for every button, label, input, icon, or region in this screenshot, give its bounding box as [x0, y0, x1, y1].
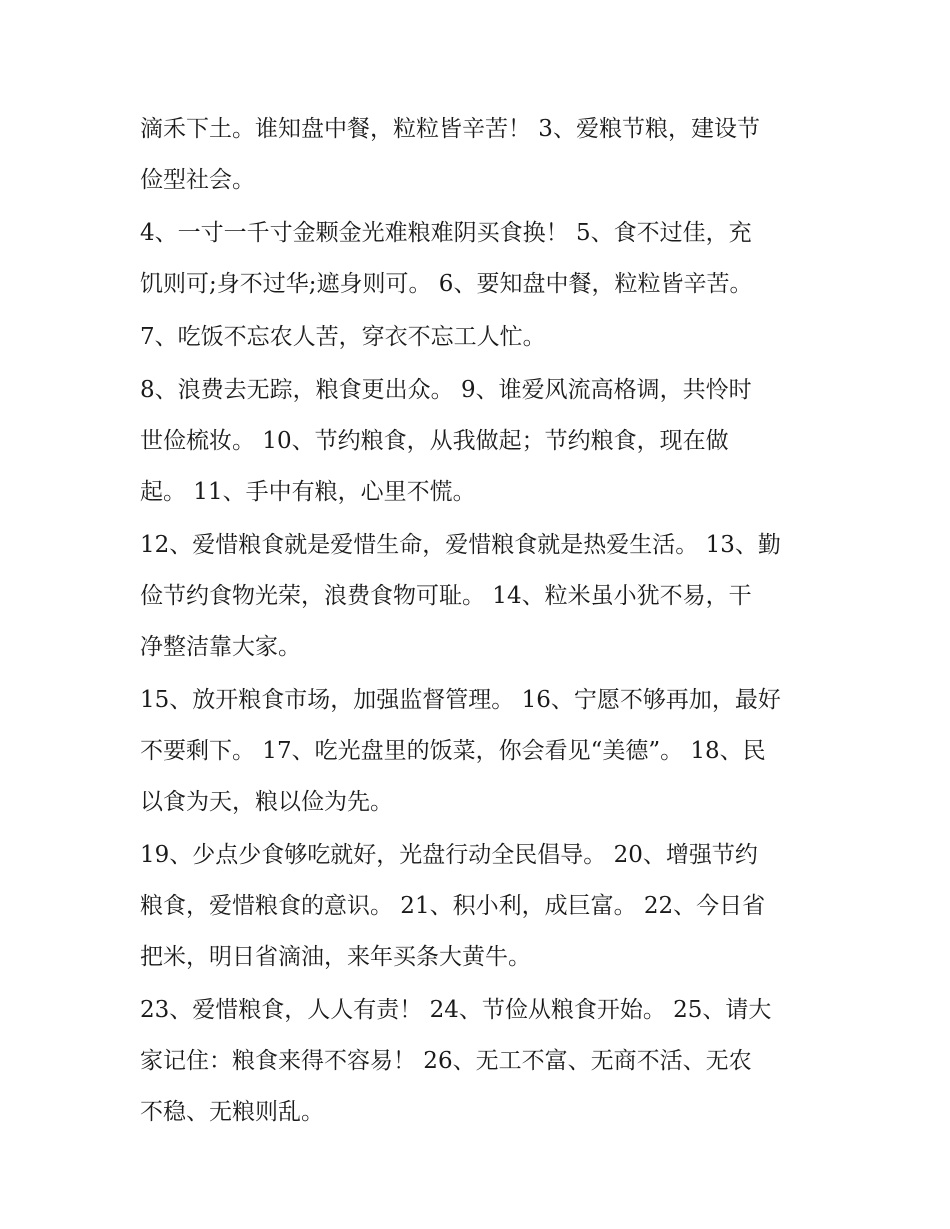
- paragraph-1: [140, 104, 820, 206]
- paragraph-2: [140, 208, 820, 310]
- text-line: 23、爱惜粮食，人人有责！ 24、节俭从粮食开始。 25、请大: [140, 997, 772, 1023]
- text-line: 俭型社会。: [140, 167, 255, 193]
- text-line: 15、放开粮食市场，加强监督管理。 16、宁愿不够再加，最好: [140, 687, 781, 713]
- paragraph-3: [140, 312, 820, 363]
- paragraph-5: [140, 520, 820, 673]
- text-line: 不稳、无粮则乱。: [140, 1099, 324, 1125]
- text-line: 俭节约食物光荣，浪费食物可耻。 14、粒米虽小犹不易，干: [140, 583, 752, 609]
- text-line: 以食为天，粮以俭为先。: [140, 789, 393, 815]
- paragraph-7: [140, 830, 820, 983]
- paragraph-8: [140, 985, 820, 1138]
- paragraph-4: [140, 365, 820, 518]
- text-line: 不要剩下。 17、吃光盘里的饭菜，你会看见“美德”。 18、民: [140, 738, 766, 764]
- text-line: 4、一寸一千寸金颗金光难粮难阴买食换！ 5、食不过佳，充: [140, 220, 752, 246]
- text-line: 滴禾下土。谁知盘中餐，粒粒皆辛苦！ 3、爱粮节粮，建设节: [140, 116, 760, 142]
- text-line: 19、少点少食够吃就好，光盘行动全民倡导。 20、增强节约: [140, 842, 758, 868]
- text-line: 净整洁靠大家。: [140, 634, 301, 660]
- text-line: 12、爱惜粮食就是爱惜生命，爱惜粮食就是热爱生活。 13、勤: [140, 532, 781, 558]
- document-body: [140, 104, 820, 1140]
- text-line: 家记住：粮食来得不容易！ 26、无工不富、无商不活、无农: [140, 1048, 752, 1074]
- text-line: 粮食，爱惜粮食的意识。 21、积小利，成巨富。 22、今日省: [140, 893, 766, 919]
- text-line: 7、吃饭不忘农人苦，穿衣不忘工人忙。: [140, 324, 546, 350]
- text-line: 世俭梳妆。 10、节约粮食，从我做起；节约粮食，现在做: [140, 428, 729, 454]
- paragraph-6: [140, 675, 820, 828]
- text-line: 起。 11、手中有粮，心里不慌。: [140, 479, 476, 505]
- text-line: 把米，明日省滴油，来年买条大黄牛。: [140, 944, 531, 970]
- text-line: 饥则可;身不过华;遮身则可。 6、要知盘中餐，粒粒皆辛苦。: [140, 271, 753, 297]
- text-line: 8、浪费去无踪，粮食更出众。 9、谁爱风流高格调，共怜时: [140, 377, 752, 403]
